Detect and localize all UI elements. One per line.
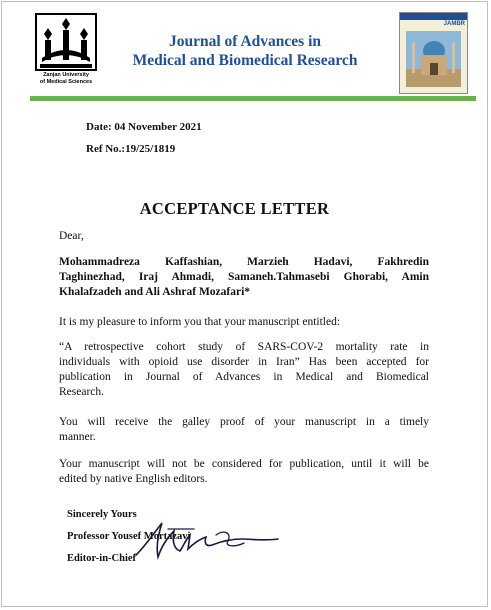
reference-number: Ref No.:19/25/1819 [86,143,176,155]
mausoleum-photo-icon [400,29,467,93]
intro-sentence: It is my pleasure to inform you that your manuscript entitled: [59,316,341,328]
salutation: Dear, [59,230,84,242]
university-logo [34,12,98,90]
letter-date: Date: 04 November 2021 [86,121,202,133]
cover-abbreviation: JAMBR [443,21,465,27]
header-divider [30,96,476,101]
editing-paragraph: Your manuscript will not be considered for publication, until it will be edited by native English editors. [59,458,429,485]
galley-paragraph: You will receive the galley proof of your manuscript in a timely manner. [59,416,429,443]
closing-sincerely: Sincerely Yours [67,509,137,520]
letter-title: ACCEPTANCE LETTER [139,199,330,218]
handwritten-signature-icon [128,515,288,565]
editor-role: Editor-in-Chief [67,553,137,564]
university-emblem-icon [34,12,98,72]
journal-title: Journal of Advances in Medical and Biomedical Research [132,33,358,69]
editor-name: Professor Yousef Mortazavi [67,531,191,542]
university-name: Zanjan University of Medical Sciences [39,72,93,85]
manuscript-paragraph: “A retrospective cohort study of SARS-COV-2 mortality rate in individuals with opioid use disorder in Iran” Has been accepted for publication in Journal of Advances in Medical and Biomedical Research. [59,341,429,398]
author-list: Mohammadreza Kaffashian, Marzieh Hadavi, Fakhredin Taghinezhad, Iraj Ahmadi, Samaneh.Tahmasebi Ghorabi, Amin Khalafzadeh and Ali Ashraf Mozafari* [59,256,429,298]
journal-cover-thumbnail [399,12,468,94]
